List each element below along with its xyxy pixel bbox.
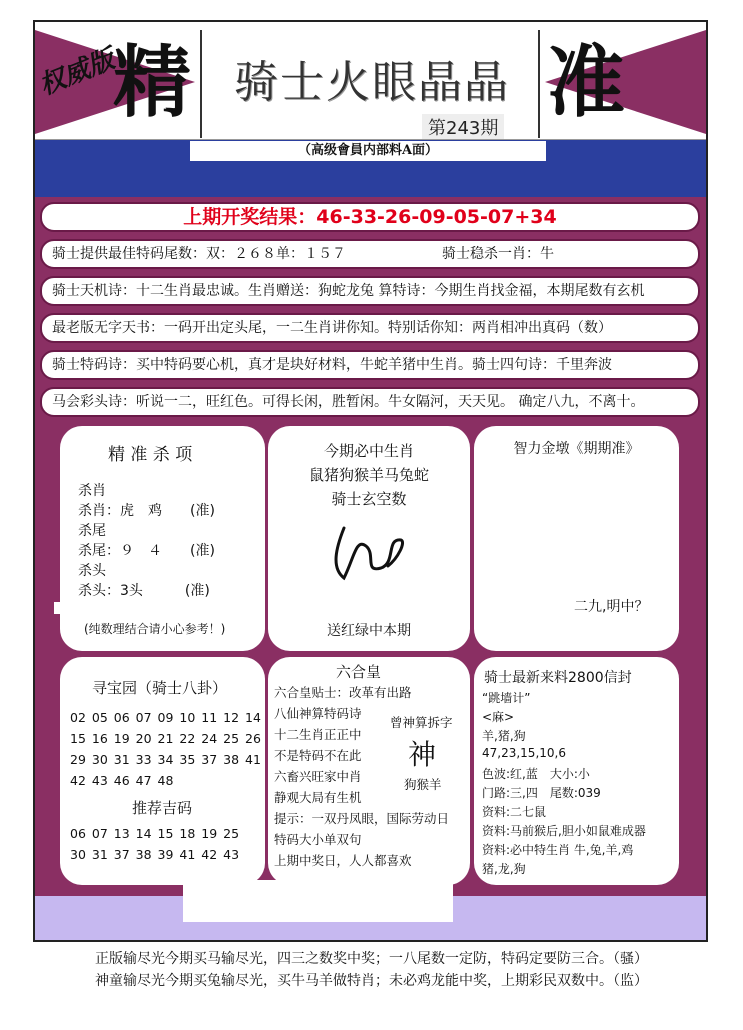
blank-patch xyxy=(183,880,453,922)
kill-line: 杀肖 xyxy=(78,483,106,499)
page-title: 骑士火眼晶晶 xyxy=(234,57,510,108)
latest-line: “跳墙计” xyxy=(482,691,531,705)
liuhe-line: 上期中奖日，人人都喜欢 xyxy=(274,853,412,868)
footer-line-2: 神童输尽光今期买兔输尽光，买牛马羊做特肖；未必鸡龙能中奖，上期彩民双数中。（监） xyxy=(95,973,648,989)
must-line-1: 今期必中生肖 xyxy=(323,442,414,460)
treasure-card xyxy=(60,657,265,885)
blank-patch xyxy=(54,602,206,614)
kill-title: 精 准 杀 项 xyxy=(108,445,193,465)
title-box xyxy=(200,30,540,138)
subtitle: （高级會員内部料A面） xyxy=(190,141,546,161)
kill-line: 杀头：3头 (准) xyxy=(78,583,210,599)
last-result-row: 上期开奖结果：46-33-26-09-05-07+34 xyxy=(40,202,700,232)
handwritten-signature xyxy=(326,518,416,588)
kill-line: 杀尾：９ ４ (准) xyxy=(78,543,215,559)
liuhe-line: 六合皇贴士：改革有出路 xyxy=(274,685,412,700)
side-char: 神 xyxy=(408,738,437,771)
tail-row xyxy=(40,239,700,269)
poem-row-3: 骑士特码诗：买中特码要心机，真才是块好材料，牛蛇羊猪中生肖。骑士四句诗：千里奔波 xyxy=(40,350,700,380)
latest-line: 资料:二七鼠 xyxy=(482,805,547,819)
right-big-char: 准 xyxy=(547,37,626,128)
latest-card xyxy=(474,657,679,885)
latest-line: 47,23,15,10,6 xyxy=(482,746,566,760)
latest-line: 资料:马前猴后,胆小如鼠难成器 xyxy=(482,824,646,838)
side-title: 曾神算拆字 xyxy=(390,715,453,730)
treasure-grid xyxy=(70,707,261,791)
liuhe-line: 六畜兴旺家中肖 xyxy=(274,769,362,784)
liuhe-line: 八仙神算特码诗 xyxy=(274,706,362,721)
kill-line: 杀尾 xyxy=(78,523,106,539)
issue-number: 第243期 xyxy=(422,114,504,140)
number-row: 06 07 13 14 15 18 19 25 xyxy=(70,826,240,841)
kill-line: 杀肖：虎 鸡 (准) xyxy=(78,503,215,519)
kill-card xyxy=(60,426,265,651)
must-line-3: 骑士玄空数 xyxy=(331,490,407,508)
poem-row-4: 马会彩头诗：听说一二，旺红色。可得长闲，胜暂闲。牛女隔河，天天见。 确定八九，不离十。 xyxy=(40,387,700,417)
number-row: 02 05 06 07 09 10 11 12 14 xyxy=(70,710,261,725)
number-row: 30 31 37 38 39 41 42 43 xyxy=(70,847,240,862)
footer-line-1: 正版输尽光今期买马输尽光，四三之数奖中奖；一八尾数一定防，特码定要防三合。（骚） xyxy=(95,951,648,967)
number-row: 29 30 31 33 34 35 37 38 41 xyxy=(70,752,261,767)
liuhe-line: 静观大局有生机 xyxy=(274,790,362,805)
liuhe-title: 六合皇 xyxy=(336,663,382,681)
lucky-title: 推荐吉码 xyxy=(132,799,193,817)
latest-line: 色波:红,蓝 大小:小 xyxy=(482,767,590,781)
lucky-grid xyxy=(70,823,239,865)
kill-line: 杀头 xyxy=(78,563,106,579)
latest-line: <麻> xyxy=(482,710,515,724)
gold-answer: 二九,明中？ xyxy=(574,599,649,615)
latest-line: 资料:必中特生肖 牛,兔,羊,鸡 xyxy=(482,843,634,857)
poem-row-1: 骑士天机诗：十二生肖最忠诚。生肖赠送：狗蛇龙兔 算特诗：今期生肖找金福，本期尾数有玄机 xyxy=(40,276,700,306)
liuhe-card xyxy=(268,657,470,885)
latest-line: 羊,猪,狗 xyxy=(482,729,526,743)
stamp-text: 权威版 xyxy=(35,44,119,102)
must-bottom: 送红绿中本期 xyxy=(327,623,411,639)
gold-card xyxy=(474,426,679,651)
kill-note: (纯数理结合请小心参考！) xyxy=(84,622,226,636)
number-row: 15 16 19 20 21 22 24 25 26 xyxy=(70,731,261,746)
header xyxy=(35,22,706,140)
must-card xyxy=(268,426,470,651)
liuhe-line: 十二生肖正正中 xyxy=(274,727,362,742)
latest-line: 猪,龙,狗 xyxy=(482,862,526,876)
latest-title: 骑士最新来料2800信封 xyxy=(484,670,632,686)
liuhe-line: 特码大小单双句 xyxy=(274,832,362,847)
latest-line: 门路:三,四 尾数:039 xyxy=(482,786,601,800)
gold-title: 智力金墩《期期准》 xyxy=(513,441,640,457)
side-sub: 狗猴羊 xyxy=(404,777,442,792)
must-line-2: 鼠猪狗猴羊马兔蛇 xyxy=(308,466,429,484)
liuhe-line: 不是特码不在此 xyxy=(274,748,362,763)
kill-one-text: 骑士稳杀一肖：牛 xyxy=(442,246,554,262)
tail-text: 骑士提供最佳特码尾数：双：２６８单：１５７ xyxy=(52,246,346,262)
left-big-char: 精 xyxy=(113,37,192,128)
number-row: 42 43 46 47 48 xyxy=(70,773,174,788)
liuhe-line: 提示：一双丹凤眼，国际劳动日 xyxy=(274,811,450,826)
poem-row-2: 最老版无字天书：一码开出定头尾，一二生肖讲你知。特别话你知：两肖相冲出真码（数） xyxy=(40,313,700,343)
treasure-title: 寻宝园（骑士八卦） xyxy=(92,679,228,697)
